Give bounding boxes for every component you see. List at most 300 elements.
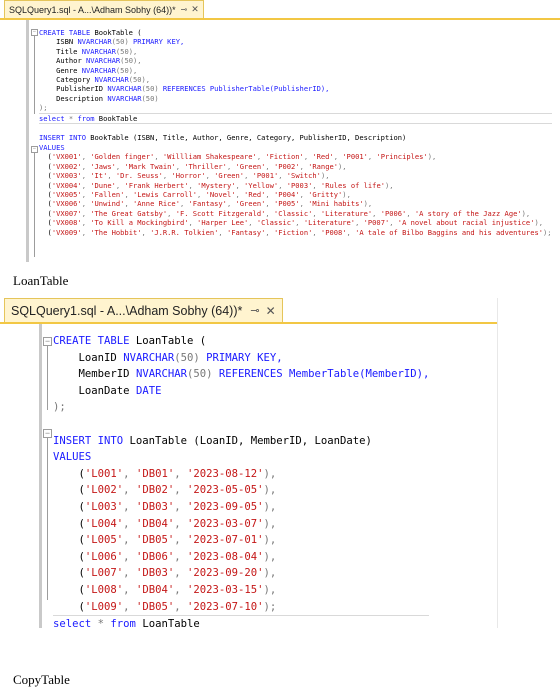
string-literal: 'P001' <box>252 171 279 181</box>
separator: , <box>265 208 274 218</box>
separator: , <box>244 171 253 181</box>
insert-line <box>53 433 429 450</box>
string-literal: 'DB05' <box>135 534 175 547</box>
column-definition <box>53 350 429 367</box>
indent <box>39 37 56 46</box>
separator: , <box>123 484 136 497</box>
string-literal: 'Yellow' <box>244 180 279 190</box>
open-paren: ( <box>53 517 85 530</box>
separator: , <box>123 534 136 547</box>
select-line <box>53 615 429 628</box>
row-terminator: ), <box>427 152 437 162</box>
values-row <box>39 171 552 180</box>
separator: , <box>312 227 321 237</box>
blank-line <box>39 124 552 133</box>
open-paren: ( <box>39 189 52 199</box>
separator: , <box>123 467 136 480</box>
loan-code <box>53 333 429 628</box>
string-literal: 'L008' <box>84 583 124 596</box>
caption-loan-table: LoanTable <box>13 273 69 288</box>
blank <box>39 124 43 133</box>
sql-keyword: INSERT INTO <box>39 133 86 143</box>
string-literal: 'P001' <box>342 152 368 162</box>
column-size: (50) <box>111 37 129 47</box>
loan-code-editor[interactable] <box>0 324 497 628</box>
separator: , <box>265 227 274 237</box>
string-literal: 'F. Scott Fitzgerald' <box>175 208 266 218</box>
string-literal: '2023-09-20' <box>186 567 264 580</box>
string-literal: 'Fantasy' <box>188 199 227 209</box>
open-paren: ( <box>53 484 85 497</box>
loan-tab-bar <box>0 298 497 324</box>
indent <box>53 385 79 397</box>
closing-paren: ); <box>39 103 48 113</box>
separator: , <box>256 152 266 162</box>
select-line <box>39 113 552 124</box>
close-icon[interactable]: ✕ <box>265 303 276 318</box>
separator: , <box>174 550 187 563</box>
separator: , <box>123 600 136 613</box>
column-type: NVARCHAR <box>107 93 142 103</box>
string-literal: '2023-08-12' <box>186 467 264 480</box>
fold-guide <box>47 438 48 600</box>
create-close-line <box>53 399 429 416</box>
row-terminator: ), <box>521 208 531 218</box>
separator: , <box>115 180 125 190</box>
string-literal: 'Jaws' <box>90 161 116 171</box>
column-type: NVARCHAR <box>81 46 116 56</box>
sql-keyword: select <box>39 113 65 123</box>
string-literal: 'VX004' <box>51 180 82 190</box>
separator: , <box>174 534 187 547</box>
values-row <box>53 582 429 599</box>
separator: , <box>162 171 172 181</box>
separator: , <box>248 218 257 228</box>
string-literal: 'Fallen' <box>90 189 125 199</box>
loan-tab-title: SQLQuery1.sql - A...\Adham Sobhy (64))* <box>11 303 243 318</box>
string-literal: 'Literature' <box>320 208 373 218</box>
separator: , <box>226 199 236 209</box>
values-row <box>53 499 429 516</box>
string-literal: 'Anne Rice' <box>132 199 180 209</box>
column-type: NVARCHAR <box>94 75 129 85</box>
values-row <box>39 152 552 161</box>
separator: , <box>372 208 381 218</box>
row-terminator: ), <box>263 534 277 547</box>
insert-line <box>39 133 552 142</box>
string-literal: 'The Hobbit' <box>90 227 142 237</box>
values-row <box>53 599 429 616</box>
string-literal: 'Fiction' <box>265 152 304 162</box>
string-literal: 'Fiction' <box>273 227 313 237</box>
string-literal: 'Golden finger' <box>90 152 155 162</box>
separator: , <box>226 161 236 171</box>
string-literal: 'Horror' <box>171 171 206 181</box>
row-terminator: ), <box>338 161 347 171</box>
sql-keyword: select <box>53 618 92 628</box>
fold-toggle-icon[interactable]: − <box>32 29 37 35</box>
column-name: Description <box>56 93 104 103</box>
column-name: LoanDate <box>78 384 130 397</box>
values-row <box>39 162 552 171</box>
separator: , <box>179 199 189 209</box>
values-row <box>53 482 429 499</box>
sql-keyword: VALUES <box>53 451 92 464</box>
fold-guide <box>34 36 35 114</box>
indent <box>39 47 56 56</box>
separator: , <box>123 583 136 596</box>
row-terminator: ), <box>263 500 277 513</box>
column-constraint: REFERENCES PublisherTable(PublisherID), <box>158 84 330 94</box>
column-type: NVARCHAR <box>81 65 116 75</box>
string-literal: 'Fantasy' <box>226 227 266 237</box>
open-paren: ( <box>53 500 85 513</box>
string-literal: 'Range' <box>308 161 339 171</box>
fold-toggle-icon[interactable]: − <box>44 428 51 438</box>
values-row <box>53 466 429 483</box>
separator: , <box>312 180 321 190</box>
column-size: (50) <box>174 351 200 364</box>
fold-toggle-icon[interactable]: − <box>32 146 37 152</box>
string-literal: 'L001' <box>84 467 124 480</box>
string-literal: 'Mini habits' <box>308 199 364 209</box>
string-literal: 'A tale of Bilbo Baggins and his adventures' <box>355 227 544 237</box>
separator: , <box>174 583 187 596</box>
string-literal: 'The Great Gatsby' <box>90 208 168 218</box>
separator: , <box>174 600 187 613</box>
blank-line <box>53 416 429 433</box>
separator: , <box>174 467 187 480</box>
row-terminator: ); <box>263 600 277 613</box>
separator: , <box>81 189 91 199</box>
column-definition <box>53 366 429 383</box>
separator: , <box>81 152 91 162</box>
column-size: (50) <box>186 368 213 381</box>
row-terminator: ), <box>342 189 351 199</box>
column-size: (50) <box>141 93 159 103</box>
fold-guide <box>34 153 35 257</box>
string-literal: 'VX003' <box>51 171 82 181</box>
create-close-line <box>39 103 552 112</box>
column-definition <box>39 84 552 93</box>
sql-keyword: VALUES <box>39 142 65 152</box>
values-row <box>39 218 552 227</box>
values-line <box>53 449 429 466</box>
string-literal: 'P008' <box>320 227 347 237</box>
string-literal: 'Willliam Shakespeare' <box>162 152 257 162</box>
string-literal: 'DB04' <box>135 517 175 530</box>
table-name: LoanTable ( <box>129 335 207 347</box>
column-definition <box>53 383 429 400</box>
column-name: MemberID <box>78 368 130 381</box>
row-terminator: ), <box>263 467 277 480</box>
indent <box>39 75 56 84</box>
column-type: NVARCHAR <box>77 37 112 47</box>
book-editor-margin <box>26 20 29 262</box>
sql-keyword: CREATE TABLE <box>39 28 91 37</box>
separator: , <box>235 180 245 190</box>
string-literal: 'Classic' <box>256 218 296 228</box>
separator: , <box>299 199 309 209</box>
book-code-editor[interactable] <box>0 20 560 262</box>
column-name: ISBN <box>56 37 74 47</box>
column-type: NVARCHAR <box>123 351 175 364</box>
close-icon[interactable]: ✕ <box>191 4 199 14</box>
indent <box>39 56 56 65</box>
values-row <box>39 190 552 199</box>
string-literal: 'A novel about racial injustice' <box>397 218 535 228</box>
string-literal: 'P006' <box>380 208 407 218</box>
open-paren: ( <box>39 227 52 237</box>
column-definition <box>39 94 552 103</box>
string-literal: 'DB06' <box>135 550 175 563</box>
separator: , <box>265 161 274 171</box>
row-terminator: ), <box>263 567 277 580</box>
values-row <box>39 209 552 218</box>
column-constraint: REFERENCES MemberTable(MemberID), <box>212 368 430 381</box>
open-paren: ( <box>39 180 52 190</box>
column-size: (50), <box>115 65 138 75</box>
string-literal: '2023-07-01' <box>186 534 264 547</box>
column-name: Author <box>56 56 82 66</box>
values-row <box>39 181 552 190</box>
values-row <box>39 199 552 208</box>
string-literal: 'L005' <box>84 534 124 547</box>
separator: , <box>367 152 377 162</box>
string-literal: 'VX008' <box>51 218 82 228</box>
open-paren: ( <box>39 161 52 171</box>
separator: , <box>81 218 91 228</box>
separator: , <box>312 208 321 218</box>
separator: , <box>123 550 136 563</box>
string-literal: 'Principles' <box>376 152 428 162</box>
separator: , <box>174 517 187 530</box>
create-line <box>53 333 429 350</box>
string-literal: 'Switch' <box>286 171 321 181</box>
string-literal: 'Mystery' <box>197 180 236 190</box>
indent <box>39 66 56 75</box>
row-terminator: ), <box>263 550 277 563</box>
string-literal: 'L009' <box>84 600 124 613</box>
row-terminator: ), <box>320 171 330 181</box>
column-name: PublisherID <box>56 84 104 94</box>
separator: , <box>81 161 91 171</box>
string-literal: 'VX007' <box>51 208 82 218</box>
indent <box>39 84 56 93</box>
open-paren: ( <box>39 171 52 181</box>
separator: , <box>81 227 91 237</box>
row-terminator: ), <box>263 583 277 596</box>
string-literal: 'P004' <box>273 189 300 199</box>
separator: , <box>303 152 313 162</box>
string-literal: 'Mark Twain' <box>124 161 176 171</box>
loan-query-tab[interactable] <box>4 298 283 322</box>
column-type: NVARCHAR <box>86 56 121 66</box>
values-row <box>53 532 429 549</box>
values-row <box>53 549 429 566</box>
separator: , <box>174 567 187 580</box>
string-literal: '2023-03-15' <box>186 583 264 596</box>
separator: , <box>346 227 356 237</box>
separator: , <box>81 171 91 181</box>
separator: , <box>355 218 364 228</box>
column-type: NVARCHAR <box>135 368 187 381</box>
separator: , <box>115 161 125 171</box>
fold-guide <box>47 346 48 410</box>
column-constraint: PRIMARY KEY, <box>128 37 185 47</box>
column-name: Category <box>56 75 91 85</box>
values-row <box>53 565 429 582</box>
row-terminator: ), <box>534 218 544 228</box>
column-definition <box>39 37 552 46</box>
values-line <box>39 143 552 152</box>
row-terminator: ), <box>384 180 394 190</box>
row-terminator: ); <box>543 227 552 237</box>
string-literal: 'To Kill a Mockingbird' <box>90 218 189 228</box>
string-literal: 'P003' <box>286 180 313 190</box>
string-literal: '2023-08-04' <box>186 550 264 563</box>
string-literal: 'DB05' <box>135 600 175 613</box>
column-definition <box>39 66 552 75</box>
string-literal: 'Novel' <box>205 189 236 199</box>
string-literal: 'DB04' <box>135 583 175 596</box>
insert-columns: BookTable (ISBN, Title, Author, Genre, Category, PublisherID, Description) <box>85 133 407 143</box>
string-literal: 'Unwind' <box>90 199 125 209</box>
string-literal: 'Red' <box>312 152 334 162</box>
separator: , <box>81 208 91 218</box>
sql-keyword: from <box>77 113 95 123</box>
closing-paren: ); <box>53 401 66 414</box>
separator: , <box>123 567 136 580</box>
open-paren: ( <box>53 534 85 547</box>
book-code <box>39 28 552 237</box>
book-query-tab[interactable] <box>4 0 204 18</box>
separator: , <box>389 218 398 228</box>
separator: , <box>123 517 136 530</box>
string-literal: 'VX002' <box>51 161 82 171</box>
indent <box>39 94 56 103</box>
separator: , <box>124 189 133 199</box>
column-constraint: PRIMARY KEY, <box>199 351 283 364</box>
string-literal: 'Gritty' <box>308 189 343 199</box>
string-literal: 'J.R.R. Tolkien' <box>150 227 219 237</box>
string-literal: 'It' <box>90 171 108 181</box>
open-paren: ( <box>53 467 85 480</box>
open-paren: ( <box>39 208 52 218</box>
string-literal: 'L002' <box>84 484 124 497</box>
separator: , <box>174 484 187 497</box>
column-size: (50) <box>141 84 159 94</box>
string-literal: 'VX009' <box>51 227 82 237</box>
separator: , <box>406 208 415 218</box>
separator: , <box>265 189 274 199</box>
column-size: (50), <box>128 75 151 85</box>
string-literal: 'A story of the Jazz Age' <box>414 208 522 218</box>
string-literal: 'P002' <box>273 161 300 171</box>
fold-toggle-icon[interactable]: − <box>44 336 51 346</box>
sql-keyword: CREATE TABLE <box>53 335 130 347</box>
string-literal: 'Lewis Carroll' <box>132 189 198 199</box>
string-literal: 'Dr. Seuss' <box>115 171 163 181</box>
separator: , <box>123 500 136 513</box>
column-size: (50), <box>120 56 142 66</box>
string-literal: 'L004' <box>84 517 124 530</box>
separator: , <box>278 180 287 190</box>
blank <box>53 418 59 430</box>
book-query-window <box>0 0 560 262</box>
row-terminator: ), <box>363 199 373 209</box>
sql-keyword: from <box>110 618 136 628</box>
separator: , <box>235 189 245 199</box>
separator: , <box>175 161 185 171</box>
string-literal: '2023-03-07' <box>186 517 264 530</box>
column-name: Title <box>56 46 78 56</box>
sql-keyword: INSERT INTO <box>53 434 124 447</box>
string-literal: 'DB02' <box>135 484 175 497</box>
string-literal: 'L007' <box>84 567 124 580</box>
row-terminator: ), <box>263 517 277 530</box>
column-name: LoanID <box>78 351 117 364</box>
string-literal: 'Harper Lee' <box>197 218 249 228</box>
open-paren: ( <box>53 583 85 596</box>
string-literal: '2023-09-05' <box>186 500 264 513</box>
separator: , <box>81 180 91 190</box>
string-literal: 'Green' <box>235 161 266 171</box>
separator: , <box>205 171 215 181</box>
separator: , <box>174 500 187 513</box>
open-paren: ( <box>39 152 52 162</box>
string-literal: 'L003' <box>84 500 124 513</box>
book-tab-title: SQLQuery1.sql - A...\Adham Sobhy (64))* <box>9 4 176 15</box>
table-name: BookTable ( <box>90 28 142 37</box>
string-literal: 'Thriller' <box>184 161 227 171</box>
table-name: BookTable <box>94 113 138 123</box>
open-paren: ( <box>39 199 52 209</box>
insert-columns: LoanTable (LoanID, MemberID, LoanDate) <box>123 434 372 447</box>
string-literal: 'DB03' <box>135 567 175 580</box>
separator: , <box>124 199 133 209</box>
separator: , <box>265 199 274 209</box>
string-literal: 'Red' <box>244 189 266 199</box>
values-row <box>39 228 552 237</box>
string-literal: 'L006' <box>84 550 124 563</box>
string-literal: 'VX005' <box>51 189 82 199</box>
separator: , <box>333 152 343 162</box>
separator: , <box>197 189 206 199</box>
string-literal: 'DB03' <box>135 500 175 513</box>
string-literal: 'Green' <box>235 199 266 209</box>
pin-icon[interactable]: ⊸ <box>180 5 188 14</box>
caption-copy-table: CopyTable <box>13 672 70 687</box>
separator: , <box>107 171 116 181</box>
string-literal: 'Green' <box>214 171 245 181</box>
separator: , <box>295 218 304 228</box>
column-definition <box>39 47 552 56</box>
string-literal: 'Classic' <box>273 208 313 218</box>
string-literal: '2023-05-05' <box>186 484 264 497</box>
string-literal: 'Dune' <box>90 180 116 190</box>
select-star: * <box>64 113 78 123</box>
string-literal: 'Literature' <box>303 218 356 228</box>
pin-icon[interactable]: ⊸ <box>250 305 260 317</box>
separator: , <box>188 218 198 228</box>
open-paren: ( <box>53 600 85 613</box>
column-type: NVARCHAR <box>107 84 142 94</box>
column-definition <box>39 75 552 84</box>
open-paren: ( <box>53 567 85 580</box>
open-paren: ( <box>53 550 85 563</box>
string-literal: 'Frank Herbert' <box>124 180 189 190</box>
